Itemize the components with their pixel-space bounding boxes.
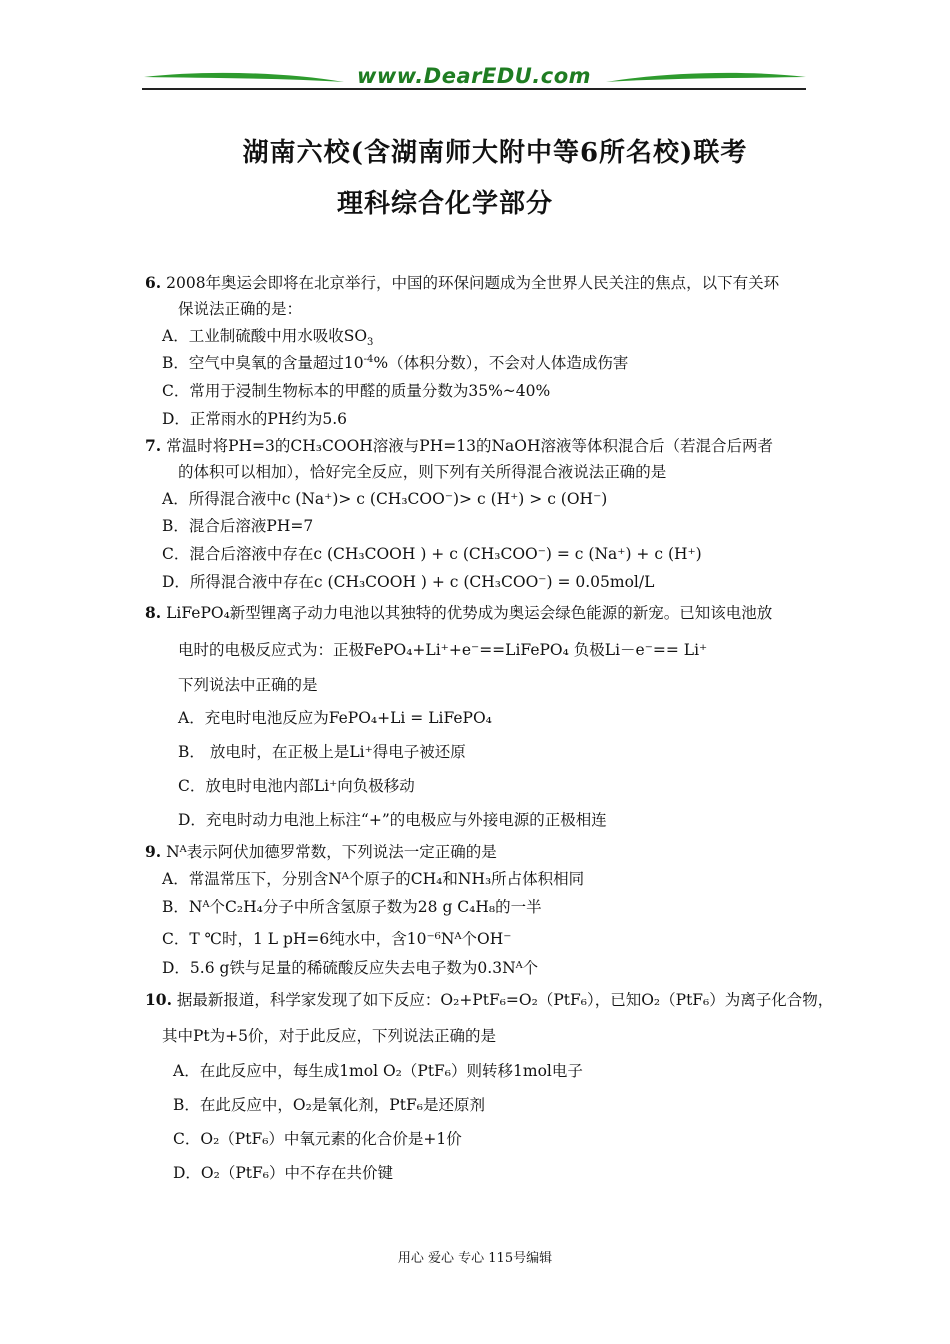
q8-option-d: D．充电时动力电池上标注“+”的电极应与外接电源的正极相连 xyxy=(178,811,607,829)
q7-stem-line1: 7. 常温时将PH=3的CH₃COOH溶液与PH=13的NaOH溶液等体积混合后（若混合后两者 xyxy=(145,436,773,455)
q10-stem-line1: 10. 据最新报道，科学家发现了如下反应：O₂+PtF₆=O₂（PtF₆），已知O₂（PtF₆）为离子化合物， xyxy=(145,990,834,1009)
q9-stem-line1: 9. Nᴬ表示阿伏加德罗常数，下列说法一定正确的是 xyxy=(145,842,497,861)
q8-option-b: B． 放电时，在正极上是Li⁺得电子被还原 xyxy=(178,743,466,761)
q10-stem-line2: 其中Pt为+5价，对于此反应，下列说法正确的是 xyxy=(162,1027,497,1045)
q7-option-a: A．所得混合液中c (Na⁺)> c (CH₃COO⁻)> c (H⁺) > c (OH⁻) xyxy=(162,490,608,508)
q9-option-a: A．常温常压下，分别含Nᴬ个原子的CH₄和NH₃所占体积相同 xyxy=(162,870,585,888)
q7-option-c: C．混合后溶液中存在c (CH₃COOH ) + c (CH₃COO⁻) = c (Na⁺) + c (H⁺) xyxy=(162,545,702,563)
q6-stem-line1: 6. 2008年奥运会即将在北京举行，中国的环保问题成为全世界人民关注的焦点，以下有关环 xyxy=(145,273,780,292)
q9-option-c: C．T ℃时，1 L pH=6纯水中，含10⁻⁶Nᴬ个OH⁻ xyxy=(162,930,512,948)
q7-stem-line2: 的体积可以相加），恰好完全反应，则下列有关所得混合液说法正确的是 xyxy=(178,463,667,481)
document-title: 湖南六校(含湖南师大附中等6所名校)联考 xyxy=(242,138,748,168)
q8-stem-line2: 电时的电极反应式为：正极FePO₄+Li⁺+e⁻==LiFePO₄ 负极Li－e⁻== Li⁺ xyxy=(178,641,708,659)
q6-number: 6. xyxy=(145,273,162,292)
q8-number: 8. xyxy=(145,603,162,622)
q10-option-b: B．在此反应中，O₂是氧化剂，PtF₆是还原剂 xyxy=(173,1096,485,1114)
q8-option-a: A．充电时电池反应为FePO₄+Li = LiFePO₄ xyxy=(178,709,492,727)
q10-option-a: A．在此反应中，每生成1mol O₂（PtF₆）则转移1mol电子 xyxy=(173,1062,583,1080)
q8-stem-line1: 8. LiFePO₄新型锂离子动力电池以其独特的优势成为奥运会绿色能源的新宠。已知该电池放 xyxy=(145,603,773,622)
header-rule xyxy=(142,88,806,90)
q10-option-d: D．O₂（PtF₆）中不存在共价键 xyxy=(173,1164,393,1182)
right-swoosh-decoration xyxy=(606,70,806,84)
q6-option-c: C．常用于浸制生物标本的甲醛的质量分数为35%~40% xyxy=(162,382,551,400)
q10-number: 10. xyxy=(145,990,172,1009)
q7-option-d: D．所得混合液中存在c (CH₃COOH ) + c (CH₃COO⁻) = 0.05mol/L xyxy=(162,573,655,591)
q9-option-d: D．5.6 g铁与足量的稀硫酸反应失去电子数为0.3Nᴬ个 xyxy=(162,959,539,977)
q8-option-c: C．放电时电池内部Li⁺向负极移动 xyxy=(178,777,415,795)
q10-option-c: C．O₂（PtF₆）中氧元素的化合价是+1价 xyxy=(173,1130,462,1148)
q9-option-b: B．Nᴬ个C₂H₄分子中所含氢原子数为28 g C₄H₈的一半 xyxy=(162,898,542,916)
q7-option-b: B．混合后溶液PH=7 xyxy=(162,517,314,535)
left-swoosh-decoration xyxy=(144,70,344,84)
page-header xyxy=(142,64,806,94)
q6-option-b: B．空气中臭氧的含量超过$10^{-4}\%$（体积分数），不会对人体造成伤害 xyxy=(162,353,629,372)
q6-option-a: A．工业制硫酸中用水吸收$SO_3$ xyxy=(162,327,374,349)
page-footer: 用心 爱心 专心 115号编辑 xyxy=(397,1251,553,1266)
q6-option-d: D．正常雨水的PH约为5.6 xyxy=(162,410,348,428)
q6-stem-line2: 保说法正确的是： xyxy=(178,300,303,318)
site-logo[interactable]: www.DearEDU.com xyxy=(356,64,592,88)
q9-number: 9. xyxy=(145,842,162,861)
document-subtitle: 理科综合化学部分 xyxy=(336,189,553,219)
q8-stem-line3: 下列说法中正确的是 xyxy=(178,676,318,694)
q7-number: 7. xyxy=(145,436,162,455)
